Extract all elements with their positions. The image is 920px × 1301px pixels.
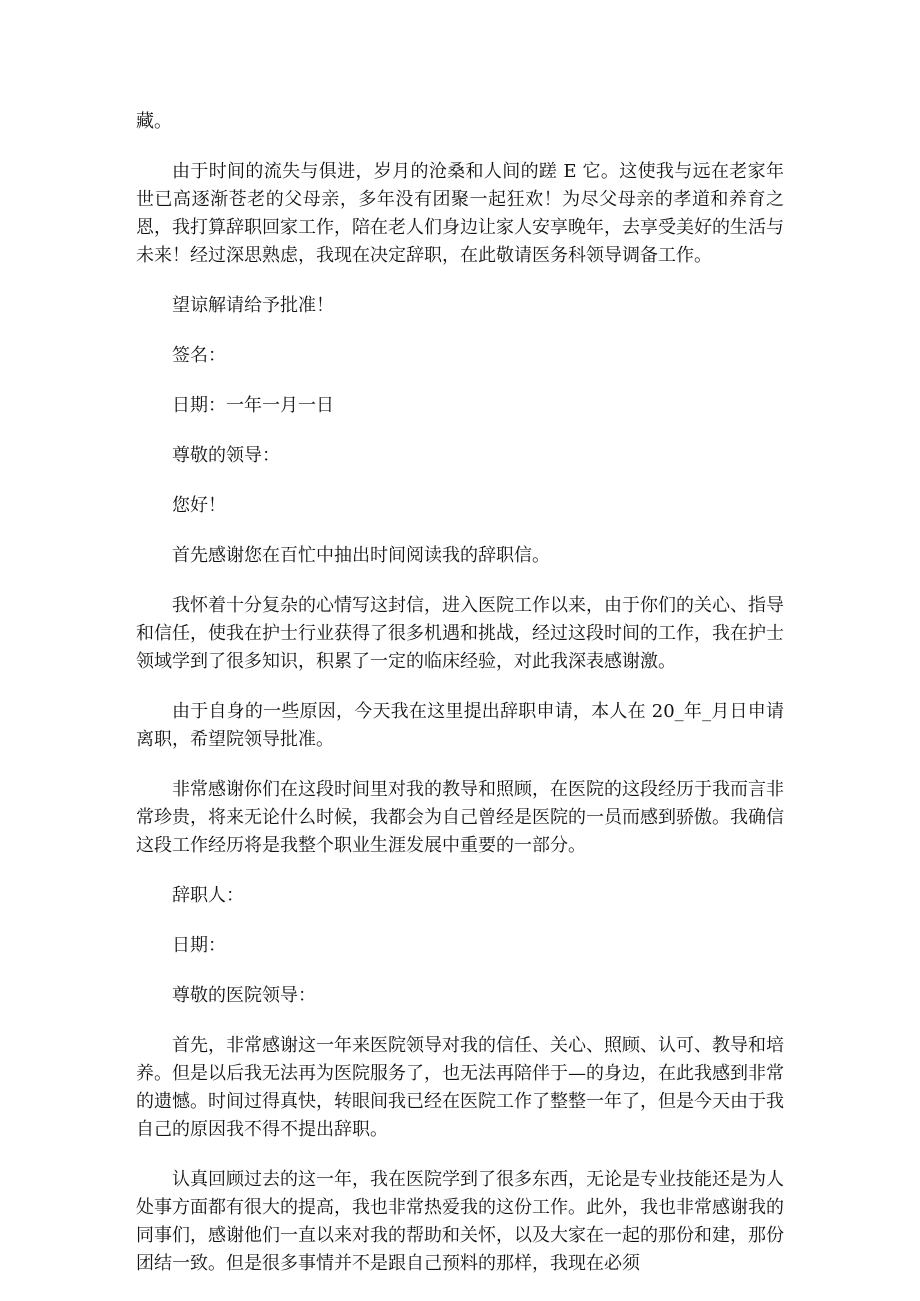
- date-line-2: 日期：: [172, 935, 226, 956]
- document-body: [136, 108, 784, 1278]
- paragraph-request-approval: 望谅解请给予批准！: [172, 295, 334, 316]
- paragraph-gratitude: 非常感谢你们在这段时间里对我的教导和照顾，在医院的这段经历于我而言非常珍贵，将来无论什么时候，我都会为自己曾经是医院的一员而感到骄傲。我确信这段工作经历将是我整个职业生涯发展中重要的一部分。: [136, 779, 784, 856]
- resigner-line: 辞职人：: [172, 885, 244, 906]
- salutation: 尊敬的领导：: [172, 445, 280, 466]
- greeting: 您好！: [172, 495, 226, 516]
- paragraph-year-review: 首先，非常感谢这一年来医院领导对我的信任、关心、照顾、认可、教导和培养。但是以后我无法再为医院服务了，也无法再陪伴于—的身边，在此我感到非常的遗憾。时间过得真快，转眼间我已经在医院工作了整整一年了，但是今天由于我自己的原因我不得不提出辞职。: [136, 1035, 784, 1140]
- paragraph-nursing-experience: 我怀着十分复杂的心情写这封信，进入医院工作以来，由于你们的关心、指导和信任，使我在护士行业获得了很多机遇和挑战，经过这段时间的工作，我在护士领域学到了很多知识，积累了一定的临床经验，对此我深表感谢激。: [136, 595, 784, 672]
- signature-line: 签名：: [172, 345, 226, 366]
- date-line: 日期：一年一月一日: [172, 395, 334, 416]
- paragraph-thanks-reading: 首先感谢您在百忙中抽出时间阅读我的辞职信。: [172, 545, 550, 566]
- salutation-hospital: 尊敬的医院领导：: [172, 985, 316, 1006]
- paragraph-continuation: 藏。: [136, 111, 172, 132]
- paragraph-reason-family: 由于时间的流失与俱进，岁月的沧桑和人间的蹉 E 它。这使我与远在老家年世已高逐渐苍老的父母亲，多年没有团聚一起狂欢！为尽父母亲的孝道和养育之恩，我打算辞职回家工作，陪在老人们身边让家人安享晚年，去享受美好的生活与未来！经过深思熟虑，我现在决定辞职，在此敬请医务科领导调备工作。: [136, 161, 784, 266]
- paragraph-reflection: 认真回顾过去的这一年，我在医院学到了很多东西，无论是专业技能还是为人处事方面都有很大的提高，我也非常热爱我的这份工作。此外，我也非常感谢我的同事们，感谢他们一直以来对我的帮助和关怀，以及大家在一起的那份和建，那份团结一致。但是很多事情并不是跟自己预料的那样，我现在必须: [136, 1169, 784, 1274]
- paragraph-resignation-request: 由于自身的一些原因，今天我在这里提出辞职申请，本人在 20_年_月日申请离职，希望院领导批准。: [136, 701, 784, 750]
